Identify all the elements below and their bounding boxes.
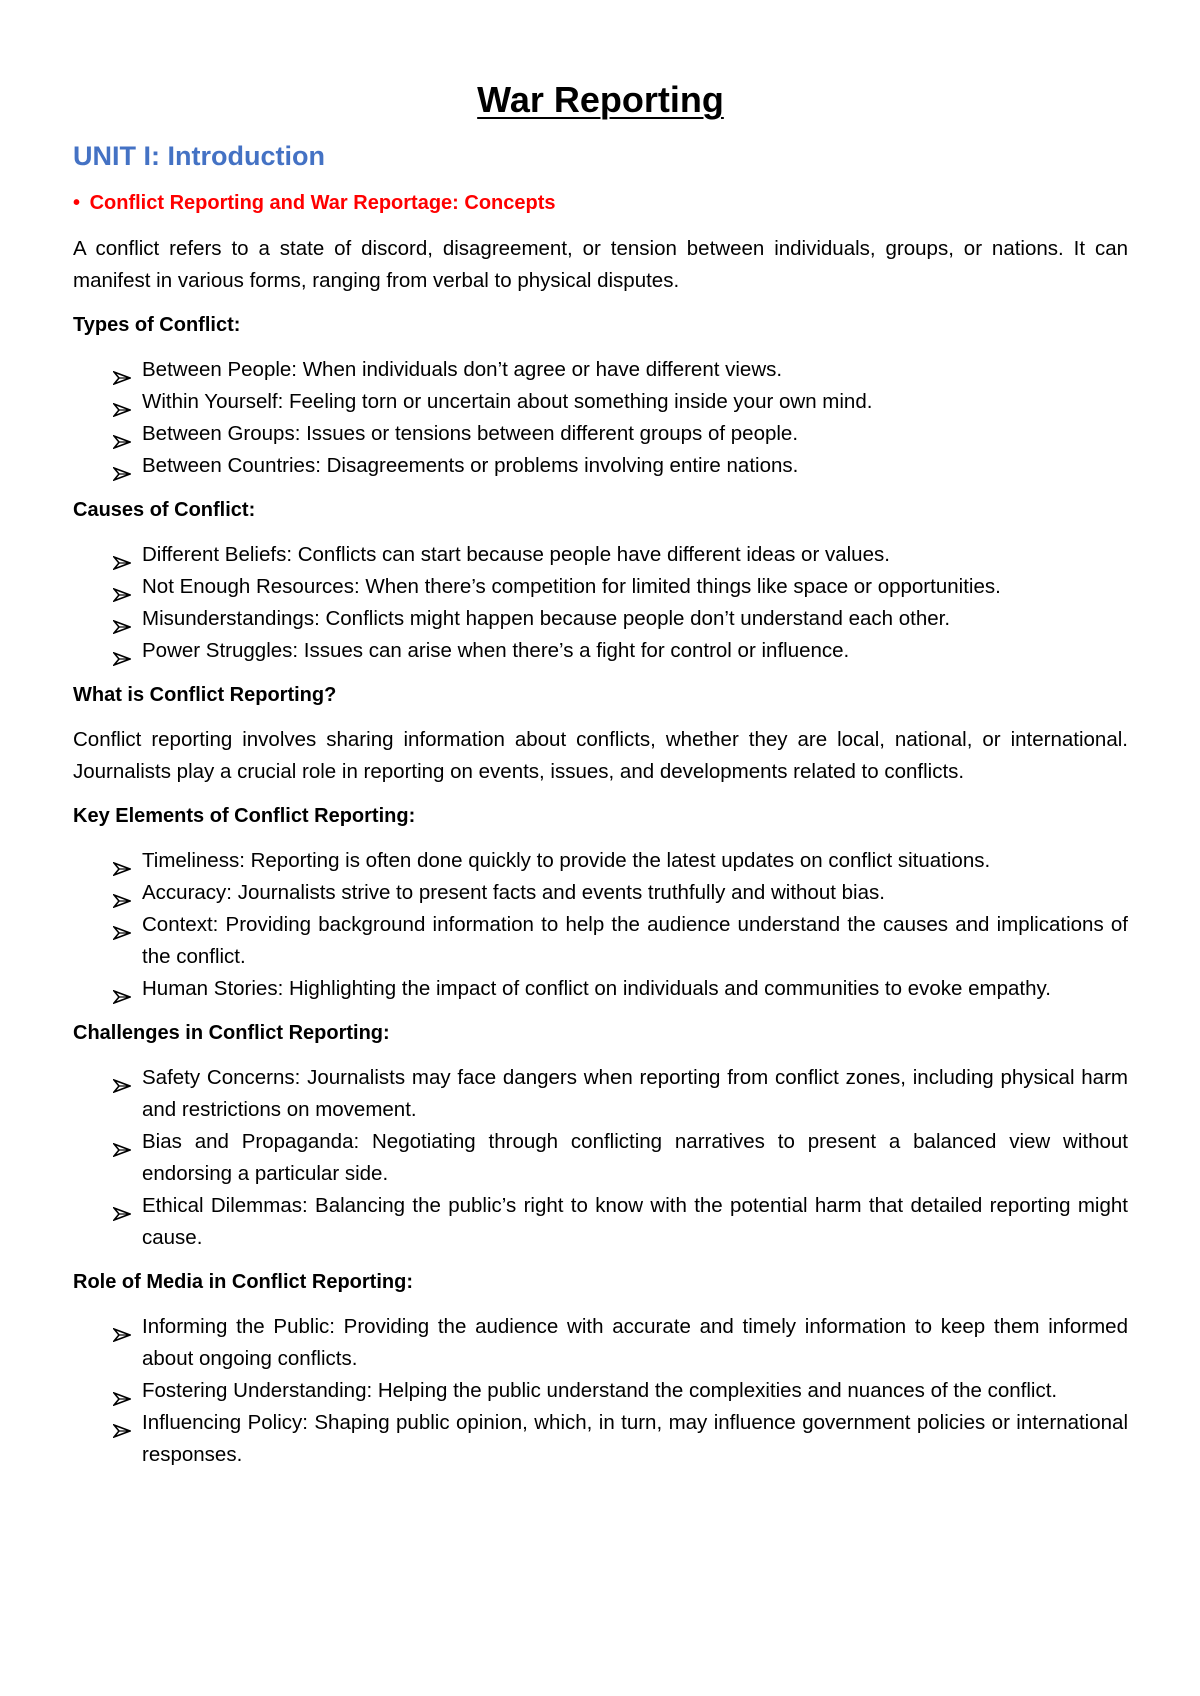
bullet-list (113, 1062, 1128, 1254)
arrowhead-bullet-icon (113, 1135, 131, 1149)
bullet-list (113, 354, 1128, 482)
list-item (113, 1062, 1128, 1126)
arrowhead-bullet-icon (113, 918, 131, 932)
bullet-list (113, 1311, 1128, 1471)
arrowhead-bullet-icon (113, 1199, 131, 1213)
document-title: War Reporting (477, 79, 724, 120)
list-item-text: Timeliness: Reporting is often done quickly to provide the latest updates on conflict situations. (142, 849, 991, 872)
list-item-text: Fostering Understanding: Helping the public understand the complexities and nuances of the conflict. (142, 1379, 1058, 1402)
list-item (113, 909, 1128, 973)
arrowhead-bullet-icon (113, 427, 131, 441)
list-item (113, 1126, 1128, 1190)
intro-paragraph: A conflict refers to a state of discord, disagreement, or tension between individuals, groups, or nations. It can manifest in various forms, ranging from verbal to physical disputes. (73, 237, 1128, 292)
list-item-text: Power Struggles: Issues can arise when there’s a fight for control or influence. (142, 639, 850, 662)
list-item-text: Within Yourself: Feeling torn or uncertain about something inside your own mind. (142, 390, 873, 413)
list-item-text: Bias and Propaganda: Negotiating through conflicting narratives to present a balanced view without endorsing a particular side. (142, 1130, 1128, 1185)
section-heading: Challenges in Conflict Reporting: (73, 1022, 390, 1044)
arrowhead-bullet-icon (113, 1384, 131, 1398)
list-item-text: Human Stories: Highlighting the impact of conflict on individuals and communities to evoke empathy. (142, 977, 1051, 1000)
list-item (113, 1311, 1128, 1375)
arrowhead-bullet-icon (113, 363, 131, 377)
section-heading: Key Elements of Conflict Reporting: (73, 805, 416, 827)
list-item-text: Accuracy: Journalists strive to present facts and events truthfully and without bias. (142, 881, 885, 904)
list-item-text: Misunderstandings: Conflicts might happen because people don’t understand each other. (142, 607, 951, 630)
sections-container (73, 311, 1128, 1471)
arrowhead-bullet-icon (113, 580, 131, 594)
list-item (113, 1407, 1128, 1471)
topic-bullet: • (73, 192, 81, 214)
list-item (113, 973, 1128, 1005)
arrowhead-bullet-icon (113, 1320, 131, 1334)
unit-heading: UNIT I: Introduction (73, 141, 325, 171)
section-paragraph: Conflict reporting involves sharing information about conflicts, whether they are local, national, or international. Journalists play a crucial role in reporting on events, issues, and developments related to conflicts. (73, 728, 1128, 783)
list-item-text: Different Beliefs: Conflicts can start because people have different ideas or values. (142, 543, 890, 566)
list-item-text: Between Countries: Disagreements or problems involving entire nations. (142, 454, 799, 477)
list-item (113, 571, 1128, 603)
list-item (113, 1190, 1128, 1254)
list-item (113, 635, 1128, 667)
section-heading: Causes of Conflict: (73, 499, 256, 521)
list-item (113, 539, 1128, 571)
list-item-text: Safety Concerns: Journalists may face dangers when reporting from conflict zones, including physical harm and restrictions on movement. (142, 1066, 1128, 1121)
list-item-text: Influencing Policy: Shaping public opinion, which, in turn, may influence government policies or international responses. (142, 1411, 1128, 1466)
list-item-text: Context: Providing background information to help the audience understand the causes and implications of the conflict. (142, 913, 1128, 968)
section-heading: What is Conflict Reporting? (73, 684, 337, 706)
bullet-list (113, 539, 1128, 667)
arrowhead-bullet-icon (113, 459, 131, 473)
bullet-list (113, 845, 1128, 1005)
list-item-text: Ethical Dilemmas: Balancing the public’s right to know with the potential harm that detailed reporting might cause. (142, 1194, 1128, 1249)
list-item (113, 877, 1128, 909)
list-item-text: Not Enough Resources: When there’s competition for limited things like space or opportunities. (142, 575, 1001, 598)
arrowhead-bullet-icon (113, 854, 131, 868)
list-item (113, 845, 1128, 877)
arrowhead-bullet-icon (113, 612, 131, 626)
list-item-text: Between Groups: Issues or tensions between different groups of people. (142, 422, 799, 445)
arrowhead-bullet-icon (113, 886, 131, 900)
arrowhead-bullet-icon (113, 982, 131, 996)
list-item (113, 1375, 1128, 1407)
arrowhead-bullet-icon (113, 644, 131, 658)
section-heading: Role of Media in Conflict Reporting: (73, 1271, 413, 1293)
list-item-text: Informing the Public: Providing the audience with accurate and timely information to keep them informed about ongoing conflicts. (142, 1315, 1128, 1370)
list-item (113, 418, 1128, 450)
arrowhead-bullet-icon (113, 395, 131, 409)
topic-text: Conflict Reporting and War Reportage: Concepts (89, 192, 556, 214)
section-heading: Types of Conflict: (73, 314, 241, 336)
list-item (113, 354, 1128, 386)
list-item-text: Between People: When individuals don’t agree or have different views. (142, 358, 783, 381)
arrowhead-bullet-icon (113, 1416, 131, 1430)
list-item (113, 450, 1128, 482)
arrowhead-bullet-icon (113, 548, 131, 562)
list-item (113, 386, 1128, 418)
list-item (113, 603, 1128, 635)
arrowhead-bullet-icon (113, 1071, 131, 1085)
topic-heading (73, 189, 1128, 217)
